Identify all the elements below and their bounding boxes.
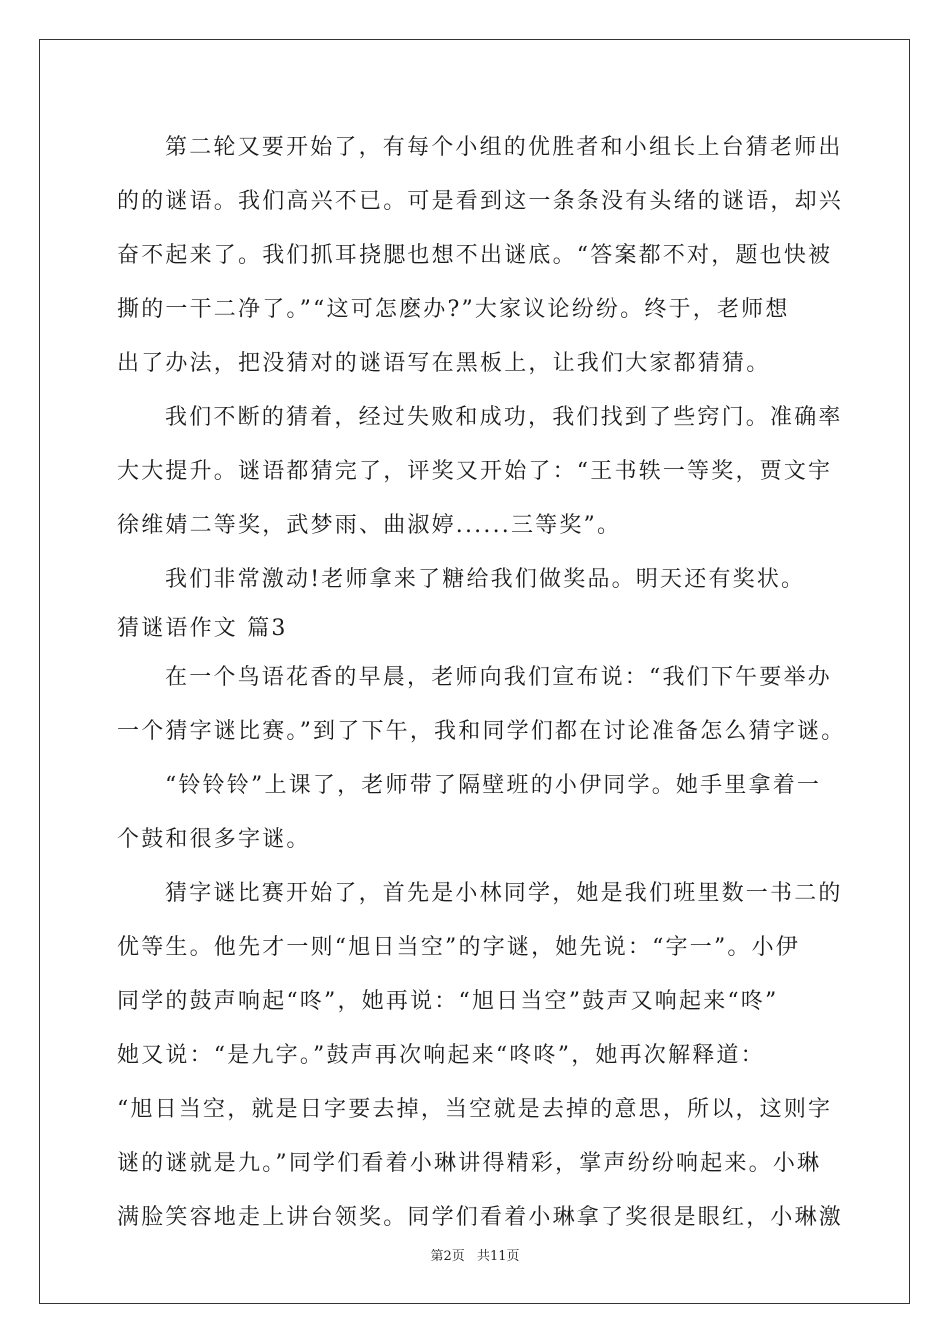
text-line: 优等生。他先才一则“旭日当空”的字谜，她先说：“字一”。小伊 [117,935,800,960]
text-line: 个鼓和很多字谜。 [117,827,311,852]
total-pages: 共11页 [476,1249,520,1264]
text-line: 出了办法，把没猜对的谜语写在黑板上，让我们大家都猜猜。 [117,351,771,376]
text-line: 猜字谜比赛开始了，首先是小林同学，她是我们班里数一书二的 [165,881,843,906]
text-line: 奋不起来了。我们抓耳挠腮也想不出谜底。“答案都不对，题也快被 [117,243,833,268]
text-line: 撕的一干二净了。”“这可怎麽办?”大家议论纷纷。终于，老师想 [117,297,790,322]
text-line: 大大提升。谜语都猜完了，评奖又开始了：“王书轶一等奖，贾文宇 [117,459,833,484]
text-line: “铃铃铃”上课了，老师带了隔壁班的小伊同学。她手里拿着一 [165,773,822,798]
text-line: 在一个鸟语花香的早晨，老师向我们宣布说：“我们下午要举办 [165,665,832,690]
section-heading: 猜谜语作文 篇3 [117,616,288,641]
text-line: 我们不断的猜着，经过失败和成功，我们找到了些窍门。准确率 [165,405,843,430]
text-line: 一个猜字谜比赛。”到了下午，我和同学们都在讨论准备怎么猜字谜。 [117,719,846,744]
page-number: 第2页 [430,1249,465,1264]
text-line: 的的谜语。我们高兴不已。可是看到这一条条没有头绪的谜语，却兴 [117,189,844,214]
page-footer [0,1245,950,1264]
text-line: 同学的鼓声响起“咚”，她再说：“旭日当空”鼓声又响起来“咚” [117,989,779,1014]
text-line: 谜的谜就是九。”同学们看着小琳讲得精彩，掌声纷纷响起来。小琳 [117,1151,822,1176]
text-line: 她又说：“是九字。”鼓声再次响起来“咚咚”，她再次解释道： [117,1043,765,1068]
text-line: 满脸笑容地走上讲台领奖。同学们看着小琳拿了奖很是眼红，小琳激 [117,1205,844,1230]
text-line: “旭日当空，就是日字要去掉，当空就是去掉的意思，所以，这则字 [117,1097,833,1122]
text-line: 徐维婧二等奖，武梦雨、曲淑婷......三等奖”。 [117,513,622,538]
text-line: 第二轮又要开始了，有每个小组的优胜者和小组长上台猜老师出 [165,135,843,160]
text-line: 我们非常激动!老师拿来了糖给我们做奖品。明天还有奖状。 [165,567,806,592]
